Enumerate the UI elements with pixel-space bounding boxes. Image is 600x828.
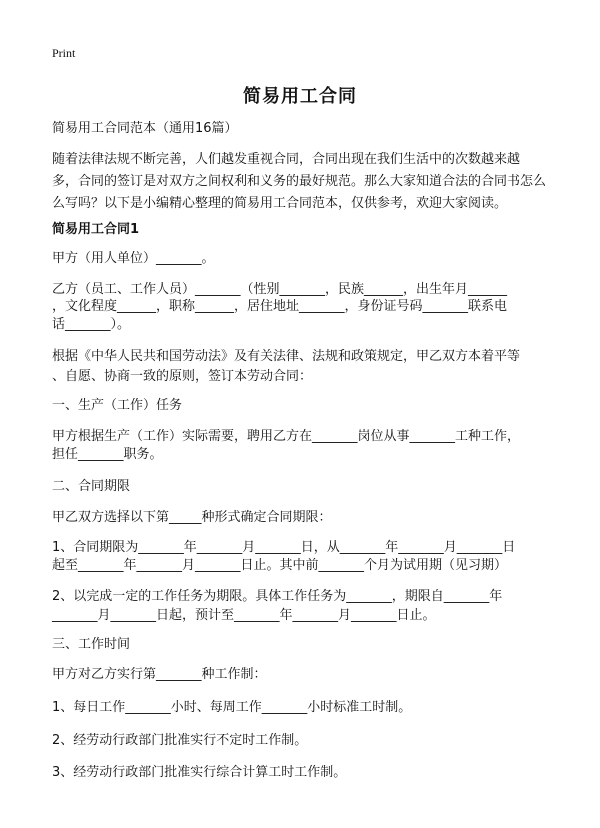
hours-option-2: 2、经劳动行政部门批准实行不定时工作制。 (52, 733, 308, 748)
term-option-2-line-1: 2、以完成一定的工作任务为期限。具体工作任务为_______，期限自_______年 (52, 589, 503, 604)
hours-option-1: 1、每日工作_______小时、每周工作_______小时标准工时制。 (52, 700, 412, 715)
term-option-1-line-1: 1、合同期限为_______年_______月_______日，从_______年_______月_______日 (52, 540, 516, 555)
heading-work-task: 一、生产（工作）任务 (52, 398, 183, 413)
task-line-2: 担任_______职务。 (52, 447, 163, 462)
basis-line-2: 、自愿、协商一致的原则，签订本劳动合同： (52, 369, 313, 384)
party-b-line-3: 话_______）。 (52, 317, 131, 332)
term-intro: 甲乙双方选择以下第_____种形式确定合同期限： (52, 510, 332, 525)
heading-work-hours: 三、工作时间 (52, 637, 131, 652)
document-subtitle: 简易用工合同范本（通用16篇） (52, 121, 238, 136)
print-link[interactable]: Print (52, 46, 76, 60)
heading-contract-term: 二、合同期限 (52, 479, 131, 494)
party-b-line-1: 乙方（员工、工作人员）_______（性别_______，民族______，出生年月______ (52, 282, 508, 297)
section-title: 简易用工合同1 (52, 222, 140, 237)
task-line-1: 甲方根据生产（工作）实际需要，聘用乙方在_______岗位从事_______工种工作， (52, 429, 521, 444)
hours-intro: 甲方对乙方实行第_______种工作制： (52, 667, 267, 682)
intro-line-1: 随着法律法规不断完善，人们越发重视合同，合同出现在我们生活中的次数越来越 (52, 152, 521, 167)
hours-option-3: 3、经劳动行政部门批准实行综合计算工时工作制。 (52, 765, 347, 780)
term-option-2-line-2: _______月_______日起，预计至_______年_______月_______日止。 (52, 608, 436, 623)
intro-line-3: 么写吗？以下是小编精心整理的简易用工合同范本，仅供参考，欢迎大家阅读。 (52, 196, 508, 211)
party-a-line: 甲方（用人单位）_______。 (52, 251, 215, 266)
term-option-1-line-2: 起至_______年_______月_______日止。其中前_______个月为试用期（见习期） (52, 558, 508, 573)
party-b-line-2: ，文化程度______，职称______，居住地址_______，身份证号码_______联系电 (52, 299, 508, 314)
intro-line-2: 多，合同的签订是对双方之间权利和义务的最好规范。那么大家知道合法的合同书怎么 (52, 174, 547, 189)
basis-line-1: 根据《中华人民共和国劳动法》及有关法律、法规和政策规定，甲乙双方本着平等 (52, 349, 521, 364)
document-title: 简易用工合同 (243, 86, 357, 107)
